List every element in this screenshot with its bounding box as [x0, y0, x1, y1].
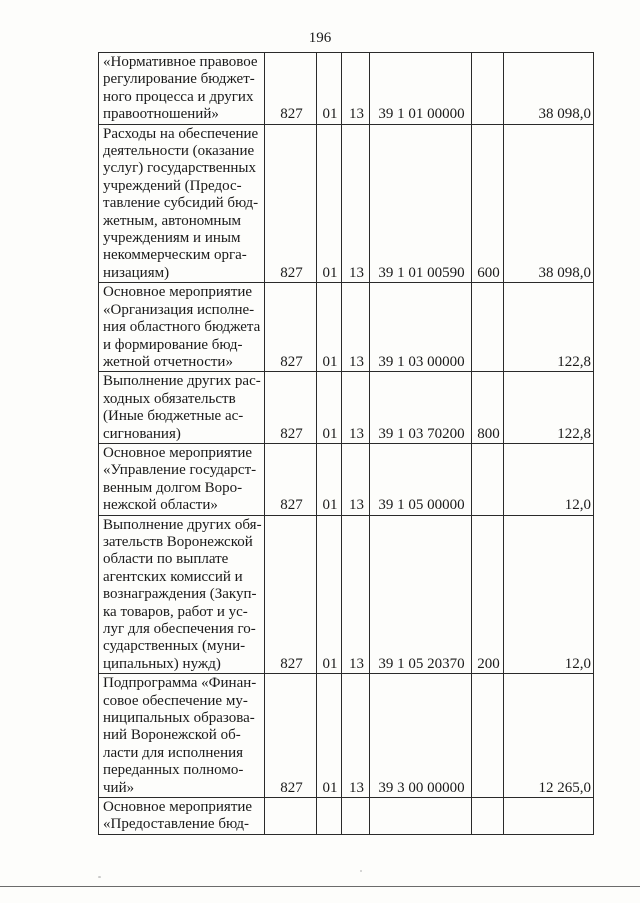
section-code: 01 [317, 674, 342, 798]
table-row [99, 283, 594, 372]
target-article-code: 39 1 01 00590 [370, 124, 472, 283]
target-article-code: 39 1 01 00000 [370, 53, 472, 125]
row-description: Расходы на обеспечение деятельности (оказание услуг) государственных учреждений (Предос- тавление субсидий бюд- жетным, автономным учреждениям и иным некоммерческим орга- низациям) [99, 124, 265, 283]
expense-type-code [472, 283, 504, 372]
ministry-code [265, 798, 317, 835]
expense-type-code [472, 674, 504, 798]
expense-type-code: 600 [472, 124, 504, 283]
target-article-code: 39 1 05 00000 [370, 443, 472, 515]
target-article-code: 39 1 05 20370 [370, 515, 472, 674]
subsection-code: 13 [342, 372, 370, 444]
scan-speck [98, 876, 101, 878]
row-description: Выполнение других рас- ходных обязательств (Иные бюджетные ас- сигнования) [99, 372, 265, 444]
row-description: Основное мероприятие «Организация исполне- ния областного бюджета и формирование бюд- жетной отчетности» [99, 283, 265, 372]
scan-speck [360, 870, 362, 872]
amount: 122,8 [504, 372, 594, 444]
section-code [317, 798, 342, 835]
row-description: Выполнение других обя- зательств Воронежской области по выплате агентских комиссий и вознаграждения (Закуп- ка товаров, работ и ус- луг для обеспечения го- сударственных (муни- ципальных) нужд) [99, 515, 265, 674]
subsection-code: 13 [342, 515, 370, 674]
subsection-code: 13 [342, 443, 370, 515]
target-article-code: 39 1 03 70200 [370, 372, 472, 444]
page-bottom-edge [0, 886, 640, 887]
expense-type-code [472, 443, 504, 515]
ministry-code: 827 [265, 515, 317, 674]
table-row [99, 515, 594, 674]
row-description: «Нормативное правовое регулирование бюджет- ного процесса и других правоотношений» [99, 53, 265, 125]
amount: 122,8 [504, 283, 594, 372]
budget-table [98, 52, 594, 835]
table-row [99, 372, 594, 444]
expense-type-code [472, 798, 504, 835]
target-article-code [370, 798, 472, 835]
ministry-code: 827 [265, 674, 317, 798]
subsection-code: 13 [342, 124, 370, 283]
amount: 38 098,0 [504, 124, 594, 283]
ministry-code: 827 [265, 283, 317, 372]
expense-type-code: 800 [472, 372, 504, 444]
subsection-code: 13 [342, 674, 370, 798]
row-description: Основное мероприятие «Предоставление бюд- [99, 798, 265, 835]
section-code: 01 [317, 515, 342, 674]
ministry-code: 827 [265, 124, 317, 283]
target-article-code: 39 3 00 00000 [370, 674, 472, 798]
table-row [99, 443, 594, 515]
table-row [99, 124, 594, 283]
amount: 12,0 [504, 443, 594, 515]
ministry-code: 827 [265, 372, 317, 444]
table-row [99, 674, 594, 798]
amount [504, 798, 594, 835]
table-row [99, 798, 594, 835]
row-description: Основное мероприятие «Управление государст- венным долгом Воро- нежской области» [99, 443, 265, 515]
section-code: 01 [317, 443, 342, 515]
amount: 12 265,0 [504, 674, 594, 798]
amount: 12,0 [504, 515, 594, 674]
subsection-code: 13 [342, 53, 370, 125]
subsection-code: 13 [342, 283, 370, 372]
row-description: Подпрограмма «Финан- совое обеспечение му- ниципальных образова- ний Воронежской об- ласти для исполнения переданных полномо- чий» [99, 674, 265, 798]
ministry-code: 827 [265, 53, 317, 125]
expense-type-code [472, 53, 504, 125]
amount: 38 098,0 [504, 53, 594, 125]
section-code: 01 [317, 124, 342, 283]
section-code: 01 [317, 53, 342, 125]
table-row [99, 53, 594, 125]
section-code: 01 [317, 372, 342, 444]
target-article-code: 39 1 03 00000 [370, 283, 472, 372]
subsection-code [342, 798, 370, 835]
ministry-code: 827 [265, 443, 317, 515]
page-number: 196 [308, 30, 332, 46]
section-code: 01 [317, 283, 342, 372]
expense-type-code: 200 [472, 515, 504, 674]
